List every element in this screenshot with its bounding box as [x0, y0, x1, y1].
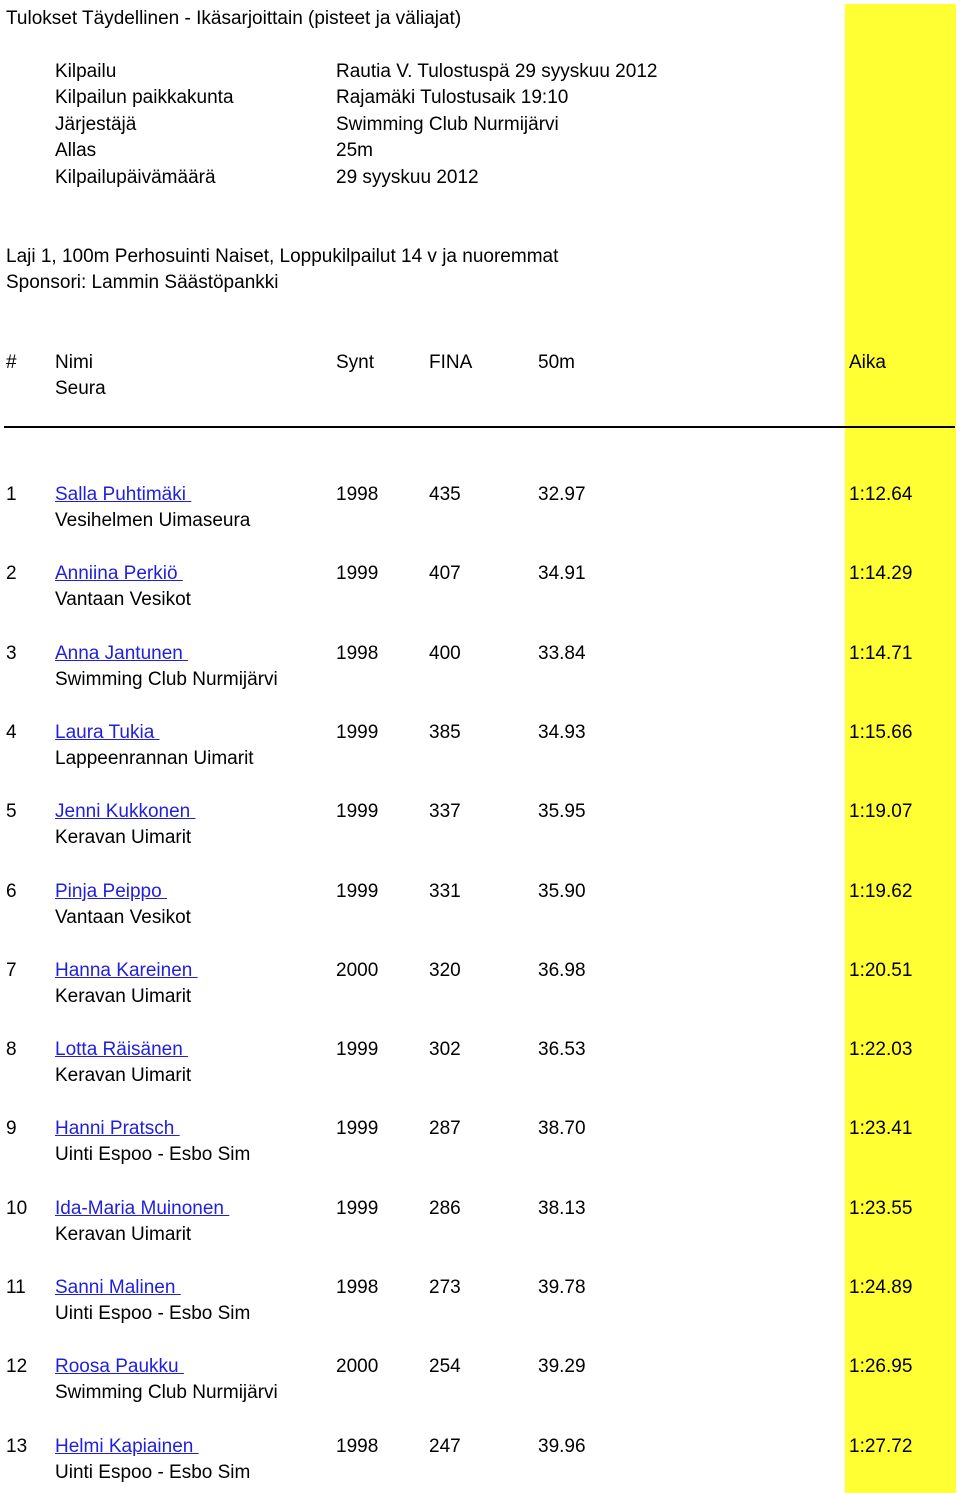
result-time: 1:19.07	[849, 801, 913, 822]
result-fina: 247	[429, 1436, 461, 1457]
result-fina: 302	[429, 1039, 461, 1060]
result-split: 35.95	[538, 801, 586, 822]
event-sponsor: Sponsori: Lammin Säästöpankki	[6, 272, 279, 293]
header-split: 50m	[538, 352, 575, 373]
result-fina: 254	[429, 1356, 461, 1377]
result-rank: 13	[6, 1436, 28, 1457]
result-rank: 2	[6, 563, 17, 584]
result-synt: 2000	[336, 960, 379, 981]
header-time: Aika	[849, 352, 886, 373]
result-rank: 8	[6, 1039, 17, 1060]
swimmer-name-link[interactable]: Anniina Perkiö	[55, 563, 183, 584]
swimmer-name-link[interactable]: Hanni Pratsch	[55, 1118, 180, 1139]
allas-value: 25m	[336, 140, 373, 161]
result-time: 1:12.64	[849, 484, 913, 505]
result-time: 1:14.71	[849, 643, 913, 664]
swimmer-name-link[interactable]: Roosa Paukku	[55, 1356, 184, 1377]
result-club: Lappeenrannan Uimarit	[55, 748, 254, 769]
result-fina: 286	[429, 1198, 461, 1219]
result-club: Vantaan Vesikot	[55, 589, 191, 610]
header-rank: #	[6, 352, 17, 373]
result-synt: 1999	[336, 1039, 379, 1060]
paikkakunta-label: Kilpailun paikkakunta	[55, 87, 234, 108]
result-split: 33.84	[538, 643, 586, 664]
result-club: Vesihelmen Uimaseura	[55, 510, 251, 531]
result-time: 1:23.41	[849, 1118, 913, 1139]
result-club: Uinti Espoo - Esbo Sim	[55, 1462, 251, 1483]
result-split: 38.13	[538, 1198, 586, 1219]
result-synt: 2000	[336, 1356, 379, 1377]
result-rank: 7	[6, 960, 17, 981]
result-club: Keravan Uimarit	[55, 827, 192, 848]
result-split: 34.93	[538, 722, 586, 743]
result-synt: 1998	[336, 484, 379, 505]
result-rank: 11	[6, 1277, 26, 1298]
swimmer-name-link[interactable]: Lotta Räisänen	[55, 1039, 189, 1060]
result-synt: 1998	[336, 1277, 379, 1298]
event-title: Laji 1, 100m Perhosuinti Naiset, Loppukilpailut 14 v ja nuoremmat	[6, 246, 559, 267]
result-split: 35.90	[538, 881, 586, 902]
paikkakunta-value: Rajamäki Tulostusaik 19:10	[336, 87, 569, 108]
jarjestaja-label: Järjestäjä	[55, 114, 137, 135]
result-synt: 1999	[336, 1118, 379, 1139]
kilpailu-label: Kilpailu	[55, 61, 117, 82]
result-time: 1:23.55	[849, 1198, 913, 1219]
header-divider	[4, 426, 955, 428]
result-fina: 337	[429, 801, 461, 822]
allas-label: Allas	[55, 140, 97, 161]
result-synt: 1999	[336, 1198, 379, 1219]
result-time: 1:22.03	[849, 1039, 913, 1060]
result-time: 1:26.95	[849, 1356, 913, 1377]
result-time: 1:14.29	[849, 563, 913, 584]
jarjestaja-value: Swimming Club Nurmijärvi	[336, 114, 559, 135]
result-time: 1:19.62	[849, 881, 913, 902]
result-split: 36.53	[538, 1039, 586, 1060]
paiva-value: 29 syyskuu 2012	[336, 167, 479, 188]
swimmer-name-link[interactable]: Laura Tukia	[55, 722, 160, 743]
result-split: 32.97	[538, 484, 586, 505]
result-split: 39.29	[538, 1356, 586, 1377]
result-rank: 12	[6, 1356, 28, 1377]
result-fina: 400	[429, 643, 461, 664]
swimmer-name-link[interactable]: Pinja Peippo	[55, 881, 167, 902]
result-club: Uinti Espoo - Esbo Sim	[55, 1144, 251, 1165]
result-split: 38.70	[538, 1118, 586, 1139]
result-rank: 5	[6, 801, 17, 822]
result-club: Swimming Club Nurmijärvi	[55, 669, 278, 690]
result-fina: 287	[429, 1118, 461, 1139]
header-fina: FINA	[429, 352, 473, 373]
result-club: Keravan Uimarit	[55, 1224, 192, 1245]
result-rank: 9	[6, 1118, 17, 1139]
result-split: 36.98	[538, 960, 586, 981]
swimmer-name-link[interactable]: Anna Jantunen	[55, 643, 189, 664]
result-synt: 1998	[336, 1436, 379, 1457]
result-time: 1:27.72	[849, 1436, 913, 1457]
result-rank: 1	[6, 484, 17, 505]
swimmer-name-link[interactable]: Helmi Kapiainen	[55, 1436, 199, 1457]
header-name: Nimi	[55, 352, 93, 373]
result-synt: 1999	[336, 722, 379, 743]
result-synt: 1998	[336, 643, 379, 664]
highlight-column	[845, 4, 956, 1493]
header-synt: Synt	[336, 352, 375, 373]
swimmer-name-link[interactable]: Hanna Kareinen	[55, 960, 198, 981]
result-club: Vantaan Vesikot	[55, 907, 191, 928]
result-fina: 435	[429, 484, 461, 505]
result-time: 1:20.51	[849, 960, 913, 981]
result-club: Keravan Uimarit	[55, 986, 192, 1007]
paiva-label: Kilpailupäivämäärä	[55, 167, 216, 188]
result-rank: 10	[6, 1198, 28, 1219]
result-club: Swimming Club Nurmijärvi	[55, 1382, 278, 1403]
result-fina: 320	[429, 960, 461, 981]
swimmer-name-link[interactable]: Ida-Maria Muinonen	[55, 1198, 230, 1219]
result-fina: 273	[429, 1277, 461, 1298]
result-split: 39.96	[538, 1436, 586, 1457]
result-split: 34.91	[538, 563, 586, 584]
result-rank: 6	[6, 881, 17, 902]
result-synt: 1999	[336, 801, 379, 822]
result-synt: 1999	[336, 563, 379, 584]
result-club: Keravan Uimarit	[55, 1065, 192, 1086]
result-club: Uinti Espoo - Esbo Sim	[55, 1303, 251, 1324]
swimmer-name-link[interactable]: Sanni Malinen	[55, 1277, 181, 1298]
result-rank: 4	[6, 722, 17, 743]
result-fina: 385	[429, 722, 461, 743]
result-fina: 331	[429, 881, 461, 902]
result-fina: 407	[429, 563, 461, 584]
swimmer-name-link[interactable]: Salla Puhtimäki	[55, 484, 192, 505]
result-time: 1:24.89	[849, 1277, 913, 1298]
result-synt: 1999	[336, 881, 379, 902]
page-title: Tulokset Täydellinen - Ikäsarjoittain (pisteet ja väliajat)	[6, 8, 462, 29]
result-split: 39.78	[538, 1277, 586, 1298]
header-club: Seura	[55, 378, 106, 399]
result-time: 1:15.66	[849, 722, 913, 743]
swimmer-name-link[interactable]: Jenni Kukkonen	[55, 801, 196, 822]
kilpailu-value: Rautia V. Tulostuspä 29 syyskuu 2012	[336, 61, 658, 82]
result-rank: 3	[6, 643, 17, 664]
